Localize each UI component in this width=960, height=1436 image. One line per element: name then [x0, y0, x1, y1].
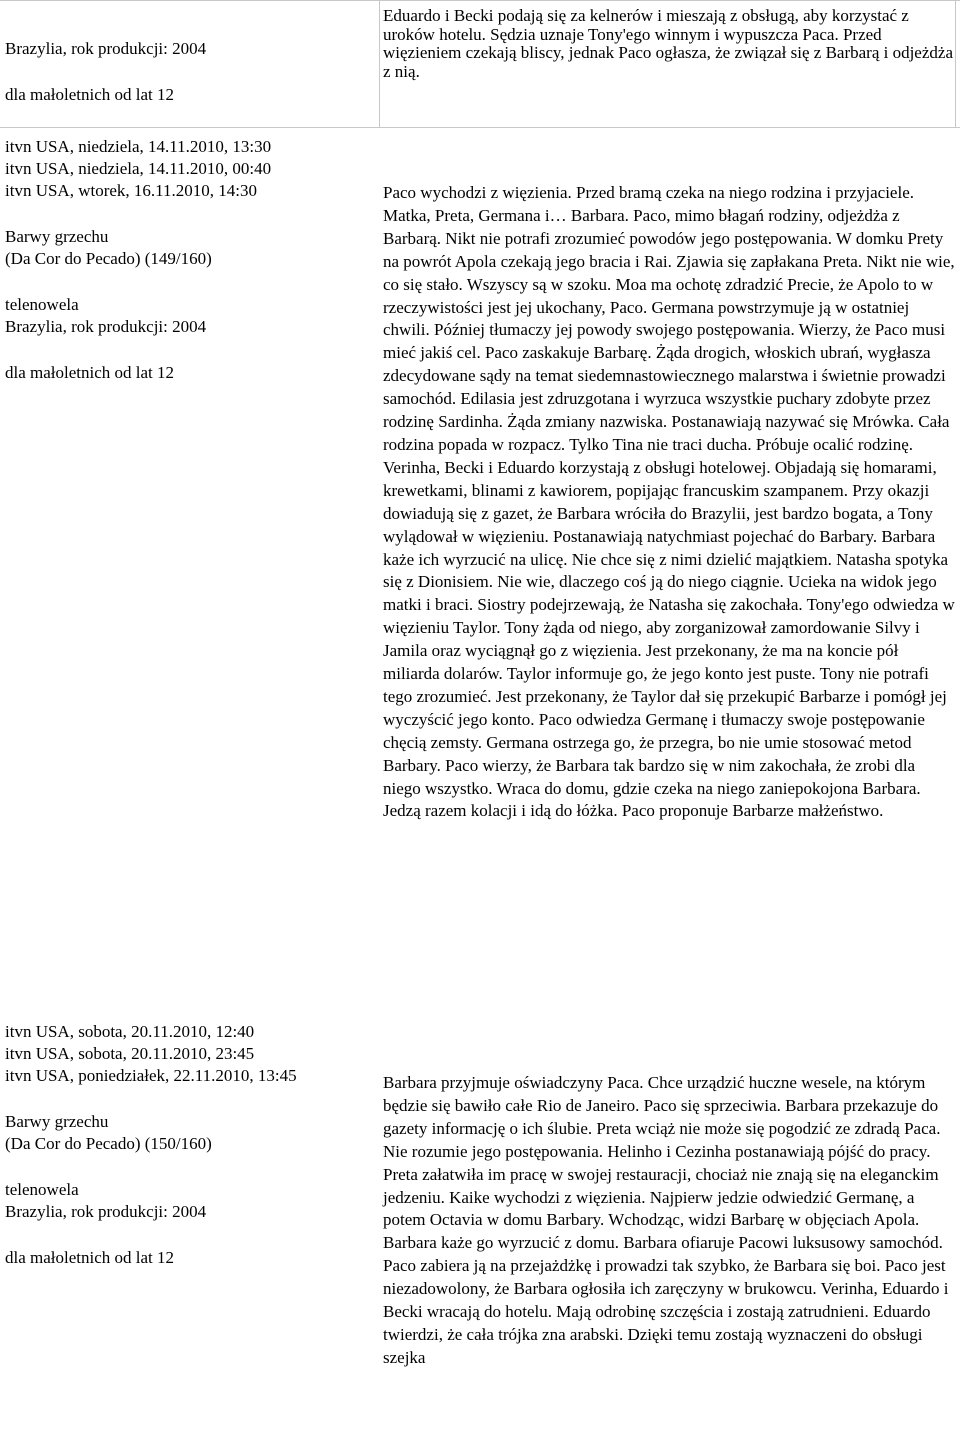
- broadcast-time: itvn USA, wtorek, 16.11.2010, 14:30: [5, 181, 258, 200]
- episode-meta: [5, 38, 377, 106]
- age-rating: dla małoletnich od lat 12: [5, 1248, 175, 1267]
- show-title: Barwy grzechu: [5, 227, 109, 246]
- episode-description: Barbara przyjmuje oświadczyny Paca. Chce urządzić huczne wesele, na którym będzie się bawiło całe Rio de Janeiro. Paco się sprzeciwia. Barbara przekazuje do gazety informację o ich ślubie. Preta wciąż nie może się pogodzić ze zdradą Paca. Nie rozumie jego postępowania. Helinho i Cezinha postanawiają pójść do pracy. Preta załatwiła im pracę w swojej restauracji, chociaż nie znają się na eleganckim jedzeniu. Kaike wychodzi z więzienia. Najpierw jedzie odwiedzić Germanę, a potem Octavia w domu Barbary. Wchodząc, widzi Barbarę w objęciach Apola. Barbara każe go wyrzucić z domu. Barbara ofiaruje Pacowi luksusowy samochód. Paco zabiera ją na przejażdżkę i prowadzi tak szybko, że Barbara się boi. Paco jest niezadowolony, że Barbara ogłosiła ich zaręczyny w brukowcu. Verinha, Eduardo i Becki wracają do hotelu. Mają odrobinę szczęścia i zostają zatrudnieni. Eduardo twierdzi, że cała trójka zna arabski. Dzięki temu zostają wyznaczeni do obsługi szejka: [383, 1073, 949, 1367]
- broadcast-time: itvn USA, niedziela, 14.11.2010, 13:30: [5, 137, 272, 156]
- episode-description-container: [383, 182, 955, 823]
- original-title: (Da Cor do Pecado) (150/160): [5, 1134, 212, 1153]
- broadcast-time: itvn USA, niedziela, 14.11.2010, 00:40: [5, 159, 272, 178]
- age-rating: dla małoletnich od lat 12: [5, 85, 175, 104]
- age-rating: dla małoletnich od lat 12: [5, 363, 175, 382]
- episode-meta: [5, 1021, 377, 1269]
- broadcast-time: itvn USA, poniedziałek, 22.11.2010, 13:45: [5, 1066, 297, 1085]
- broadcast-time: itvn USA, sobota, 20.11.2010, 23:45: [5, 1044, 255, 1063]
- original-title: (Da Cor do Pecado) (149/160): [5, 249, 212, 268]
- episode-description: Paco wychodzi z więzienia. Przed bramą czeka na niego rodzina i przyjaciele. Matka, Preta, Germana i… Barbara. Paco, mimo błagań rodziny, odjeżdża z Barbarą. Nikt nie potrafi zrozumieć powodów jego postępowania. W domku Prety na powrót Apola czekają jego bracia i Rai. Zjawia się zapłakana Preta. Nikt nie wie, co się stało. Wszyscy są w szoku. Moa ma ochotę zdradzić Precie, że Apolo to w rzeczywistości jest jej ukochany, Paco. Germana powstrzymuje ją w ostatniej chwili. Później tłumaczy jej powody swojego postępowania. Wierzy, że Paco musi mieć jakiś cel. Paco zaskakuje Barbarę. Żąda drogich, włoskich ubrań, wygłasza zdecydowane sądy na temat siedemnastowiecznego malarstwa i świetnie prowadzi samochód. Edilasia jest zdruzgotana i wyrzuca wszystkie puchary zdobyte przez rodzinę Sardinha. Żąda zmiany nazwiska. Postanawiają nazywać się Mrówka. Cała rodzina popada w rozpacz. Tylko Tina nie traci ducha. Próbuje ocalić rodzinę. Verinha, Becki i Eduardo korzystają z obsługi hotelowej. Objadają się homarami, krewetkami, blinami z kawiorem, popijając francuskim szampanem. Przy okazji dowiadują się z gazet, że Barbara wróciła do Brazylii, jest bardzo bogata, a Tony wylądował w więzieniu. Postanawiają natychmiast pojechać do Barbary. Barbara każe ich wyrzucić na ulicę. Nie chce się z nimi dzielić majątkiem. Natasha spotyka się z Dionisiem. Nie wie, dlaczego coś ją do niego ciągnie. Ucieka na widok jego matki i braci. Siostry podejrzewają, że Natasha się zakochała. Tony'ego odwiedza w więzieniu Taylor. Tony żąda od niego, aby zorganizował zamordowanie Silvy i Jamila oraz wyciągnął go z więzienia. Jest przekonany, że ma na koncie pół miliarda dolarów. Taylor informuje go, że jego konto jest puste. Tony nie potrafi tego zrozumieć. Jest przekonany, że Taylor dał się przekupić Barbarze i pomógł jej wyczyścić jego konto. Paco odwiedza Germanę i tłumaczy swoje postępowanie chęcią zemsty. Germana ostrzega go, że przegra, bo nie umie stosować metod Barbary. Paco wierzy, że Barbara tak bardzo się w nim zakochała, że zrobi dla niego wszystko. Wraca do domu, gdzie czeka na niego zaniepokojona Barbara. Jedzą razem kolacji i idą do łóżka. Paco proponuje Barbarze małżeństwo.: [383, 183, 955, 821]
- show-title: Barwy grzechu: [5, 1112, 109, 1131]
- genre: telenowela: [5, 295, 79, 314]
- episode-description-container: [383, 7, 955, 81]
- production-info: Brazylia, rok produkcji: 2004: [5, 317, 207, 336]
- episode-description-container: [383, 1072, 955, 1370]
- production-info: Brazylia, rok produkcji: 2004: [5, 1202, 207, 1221]
- genre: telenowela: [5, 1180, 79, 1199]
- episode-meta: [5, 136, 377, 384]
- broadcast-time: itvn USA, sobota, 20.11.2010, 12:40: [5, 1022, 255, 1041]
- production-info: Brazylia, rok produkcji: 2004: [5, 39, 207, 58]
- episode-block-previous: [0, 0, 960, 128]
- episode-description: Eduardo i Becki podają się za kelnerów i mieszają z obsługą, aby korzystać z uroków hotelu. Sędzia uznaje Tony'ego winnym i wypuszcza Paca. Przed więzieniem czekają bliscy, jednak Paco ogłasza, że związał się z Barbarą i odjeżdża z nią.: [383, 6, 953, 81]
